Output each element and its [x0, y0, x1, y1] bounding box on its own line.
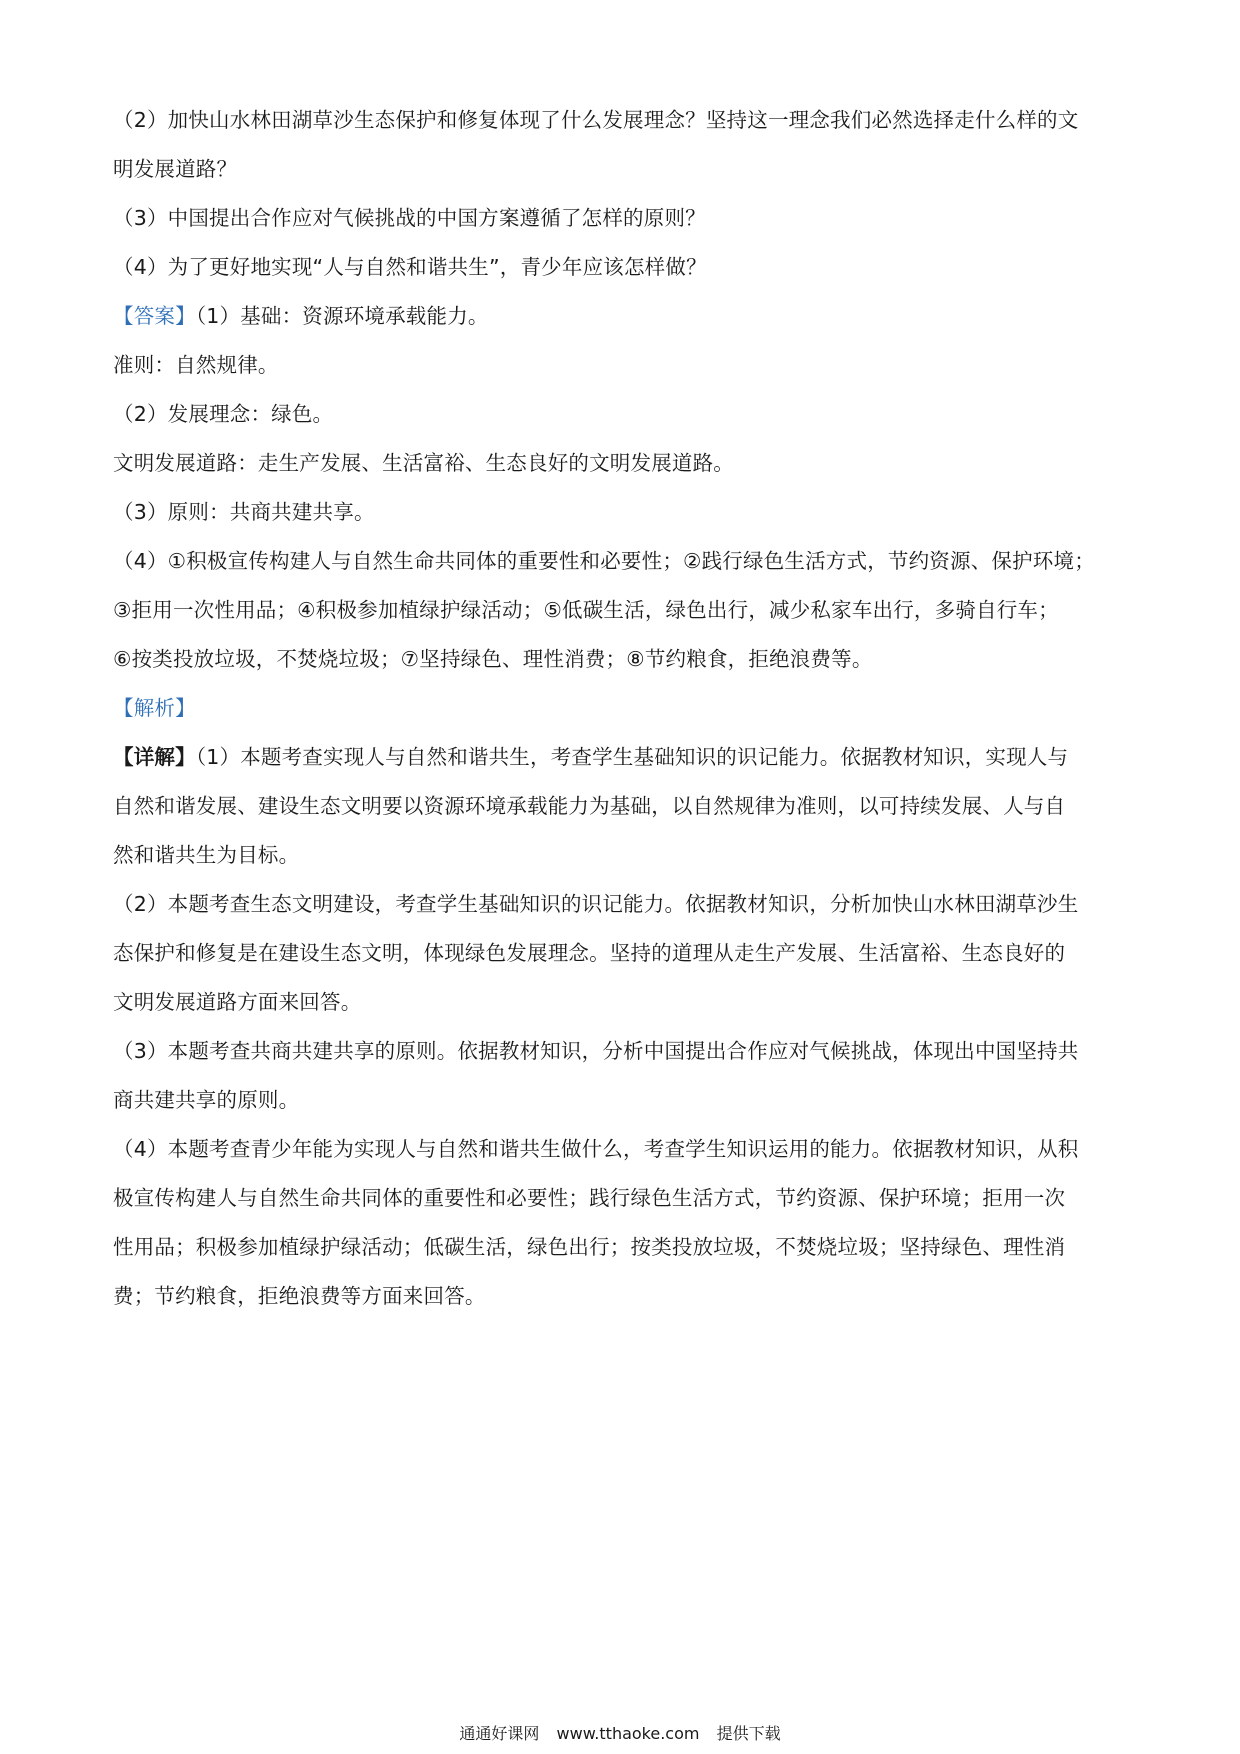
- footer-url[interactable]: www.tthaoke.com: [556, 1724, 700, 1743]
- footer-site-name: 通通好课网: [459, 1724, 540, 1743]
- answer-tag: 【答案】: [113, 304, 196, 328]
- analysis-tag: 【解析】: [113, 696, 196, 720]
- answer-3-principle: （3）原则：共商共建共享。: [113, 500, 375, 524]
- question-2-line-2: 明发展道路？: [113, 157, 238, 181]
- page-footer: [0, 1722, 1240, 1746]
- answer-4-line-3: ⑥按类投放垃圾，不焚烧垃圾；⑦坚持绿色、理性消费；⑧节约粮食，拒绝浪费等。: [113, 647, 873, 671]
- answer-2-road: 文明发展道路：走生产发展、生活富裕、生态良好的文明发展道路。: [113, 451, 734, 475]
- answer-1-rule: 准则：自然规律。: [113, 353, 279, 377]
- analysis-4-line-2: 极宣传构建人与自然生命共同体的重要性和必要性；践行绿色生活方式，节约资源、保护环境；拒用一次: [113, 1186, 1066, 1210]
- analysis-1-line-2: 自然和谐发展、建设生态文明要以资源环境承载能力为基础，以自然规律为准则，以可持续发展、人与自: [113, 794, 1066, 818]
- question-4: （4）为了更好地实现“人与自然和谐共生”，青少年应该怎样做？: [113, 255, 707, 279]
- answer-4-line-1: （4）①积极宣传构建人与自然生命共同体的重要性和必要性；②践行绿色生活方式，节约资源、保护环境；: [113, 549, 1095, 573]
- analysis-3-line-1: （3）本题考查共商共建共享的原则。依据教材知识，分析中国提出合作应对气候挑战，体现出中国坚持共: [113, 1039, 1079, 1063]
- answer-2-concept: （2）发展理念：绿色。: [113, 402, 334, 426]
- answer-4-line-2: ③拒用一次性用品；④积极参加植绿护绿活动；⑤低碳生活，绿色出行，减少私家车出行，多骑自行车；: [113, 598, 1059, 622]
- analysis-2-line-3: 文明发展道路方面来回答。: [113, 990, 362, 1014]
- question-3: （3）中国提出合作应对气候挑战的中国方案遵循了怎样的原则？: [113, 206, 706, 230]
- analysis-2-line-2: 态保护和修复是在建设生态文明，体现绿色发展理念。坚持的道理从走生产发展、生活富裕、生态良好的: [113, 941, 1066, 965]
- analysis-3-line-2: 商共建共享的原则。: [113, 1088, 300, 1112]
- analysis-4-line-3: 性用品；积极参加植绿护绿活动；低碳生活，绿色出行；按类投放垃圾，不焚烧垃圾；坚持绿色、理性消: [113, 1235, 1066, 1259]
- analysis-1-line-1: （1）本题考查实现人与自然和谐共生，考查学生基础知识的识记能力。依据教材知识，实现人与: [195, 745, 1069, 769]
- analysis-2-line-1: （2）本题考查生态文明建设，考查学生基础知识的识记能力。依据教材知识，分析加快山水林田湖草沙生: [113, 892, 1079, 916]
- analysis-4-line-1: （4）本题考查青少年能为实现人与自然和谐共生做什么，考查学生知识运用的能力。依据教材知识，从积: [113, 1137, 1079, 1161]
- answer-basis-line: [113, 292, 1135, 341]
- analysis-4-line-4: 费；节约粮食，拒绝浪费等方面来回答。: [113, 1284, 486, 1308]
- footer-note: 提供下载: [716, 1724, 781, 1743]
- document-body: [113, 96, 1135, 1321]
- question-2-line-1: （2）加快山水林田湖草沙生态保护和修复体现了什么发展理念？坚持这一理念我们必然选择走什么样的文: [113, 108, 1079, 132]
- detail-line-1: [113, 733, 1135, 782]
- analysis-1-line-3: 然和谐共生为目标。: [113, 843, 300, 867]
- analysis-heading: [113, 684, 1135, 733]
- detail-tag: 【详解】: [113, 745, 196, 769]
- answer-1-basis: （1）基础：资源环境承载能力。: [195, 304, 489, 328]
